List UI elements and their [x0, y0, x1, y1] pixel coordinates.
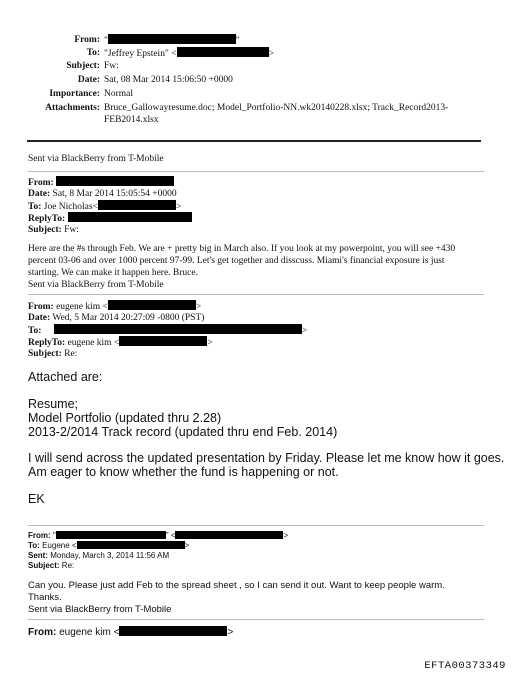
section-divider [28, 619, 484, 620]
msg3-from-value: " [52, 531, 56, 540]
msg1-date-label: Date: [28, 189, 51, 199]
msg2-to-label: To: [28, 326, 42, 336]
msg1-subject-line [28, 224, 79, 236]
msg2-send-line2: Am eager to know whether the fund is happening or not. [28, 465, 339, 479]
header-to-label: To: [86, 48, 100, 58]
msg3-from-tail: > [283, 531, 289, 540]
msg3-subject-value: Re: [61, 561, 75, 570]
msg3-sent-value: Monday, March 3, 2014 11:56 AM [50, 551, 170, 560]
redaction-box [56, 531, 166, 539]
msg2-date-line [28, 312, 204, 324]
msg4-from-value: eugene kim < [59, 627, 120, 638]
header-divider [27, 140, 481, 142]
msg1-body-line2: percent 03-06 and over 1000 percent 97-99. Let's get together and disscuss. Miami's financial exposure is just [28, 256, 445, 266]
msg2-from-value: eugene kim < [56, 302, 108, 312]
msg2-replyto-value: eugene kim < [67, 338, 120, 348]
msg1-replyto-label: ReplyTo: [28, 214, 66, 224]
msg2-replyto-tail: > [207, 338, 213, 348]
msg2-track-line: 2013-2/2014 Track record (updated thru end Feb. 2014) [28, 425, 338, 439]
msg2-date-value: Wed, 5 Mar 2014 20:27:09 -0800 (PST) [52, 313, 205, 323]
msg3-body-line2: Thanks. [28, 592, 62, 603]
msg4-from-tail: > [227, 627, 234, 638]
msg2-resume-line: Resume; [28, 397, 79, 411]
section-divider [28, 171, 484, 172]
msg3-from-line [28, 531, 288, 541]
msg2-subject-label: Subject: [28, 349, 62, 359]
msg2-signature: EK [28, 492, 45, 506]
header-subject-label: Subject: [66, 61, 100, 71]
sent-via-line: Sent via BlackBerry from T-Mobile [28, 154, 164, 164]
document-id-footer: EFTA00373349 [424, 660, 506, 672]
msg1-from-label: From: [28, 178, 54, 188]
msg2-from-label: From: [28, 302, 54, 312]
msg2-send-line1: I will send across the updated presentation by Friday. Please let me know how it goes. [28, 451, 505, 465]
header-subject-value: Fw: [104, 61, 119, 71]
header-attachments-line2: FEB2014.xlsx [104, 115, 159, 125]
header-from-tail: " [235, 36, 240, 46]
msg1-body-line1: Here are the #s through Feb. We are + pretty big in March also. If you look at my powerpoint, you will see +430 [28, 244, 456, 254]
msg3-subject-label: Subject: [28, 561, 60, 570]
msg3-to-tail: > [184, 541, 190, 550]
msg4-from-line [28, 626, 233, 639]
redaction-box [108, 34, 236, 44]
msg3-from-label: From: [28, 531, 51, 540]
msg2-model-line: Model Portfolio (updated thru 2.28) [28, 411, 222, 425]
header-importance-value: Normal [104, 89, 134, 99]
header-from-value [104, 34, 240, 47]
msg2-attached-heading: Attached are: [28, 370, 103, 384]
msg1-subject-label: Subject: [28, 225, 62, 235]
msg2-date-label: Date: [28, 313, 51, 323]
msg2-subject-value: Re: [64, 349, 78, 359]
redaction-box [108, 300, 196, 310]
msg2-from-tail: > [195, 302, 202, 312]
msg3-to-line [28, 541, 189, 551]
redaction-box [119, 336, 207, 346]
msg3-subject-line [28, 561, 74, 571]
redaction-box [177, 47, 269, 57]
msg3-body-line3: Sent via BlackBerry from T-Mobile [28, 604, 172, 615]
redaction-box [54, 324, 302, 334]
msg1-date-line [28, 188, 177, 200]
msg3-from-mid: " < [165, 531, 176, 540]
msg3-sent-line [28, 551, 169, 561]
header-attachments-label: Attachments: [45, 103, 100, 113]
header-attachments-line1: Bruce_Gallowayresume.doc; Model_Portfolio-NN.wk20140228.xlsx; Track_Record2013- [104, 103, 449, 113]
header-date-label: Date: [77, 75, 100, 85]
header-importance-label: Importance: [49, 89, 100, 99]
msg1-to-tail: > [175, 202, 182, 212]
msg3-to-label: To: [28, 541, 40, 550]
redaction-box [175, 531, 283, 539]
msg1-subject-value: Fw: [64, 225, 79, 235]
section-divider [28, 525, 484, 526]
msg3-sent-label: Sent: [28, 551, 48, 560]
header-to-tail: > [268, 49, 274, 59]
msg3-body-line1: Can you. Please just add Feb to the spread sheet , so I can send it out. Want to keep people warm. [28, 580, 445, 591]
msg2-to-tail: > [301, 326, 308, 336]
header-to-text: "Jeffrey Epstein" < [104, 49, 177, 59]
header-date-value: Sat, 08 Mar 2014 15:06:50 +0000 [104, 75, 233, 85]
redaction-box [98, 200, 176, 210]
msg4-from-label: From: [28, 627, 57, 638]
msg3-to-value: Eugene < [42, 541, 77, 550]
redaction-box [68, 212, 192, 222]
msg1-body-line4: Sent via BlackBerry from T-Mobile [28, 280, 164, 290]
msg1-body-line3: starting. We can make it happen here. Bruce. [28, 268, 198, 278]
redaction-box [56, 176, 174, 186]
msg2-replyto-label: ReplyTo: [28, 338, 66, 348]
msg1-to-label: To: [28, 202, 42, 212]
redaction-box [77, 541, 185, 549]
header-from-text: " [104, 36, 108, 46]
section-divider [28, 294, 484, 295]
header-to-value [104, 47, 274, 60]
msg2-subject-line [28, 348, 77, 360]
redaction-box [119, 626, 227, 636]
msg1-date-value: Sat, 8 Mar 2014 15:05:54 +0000 [52, 189, 177, 199]
msg1-to-value: Joe Nicholas< [43, 202, 98, 212]
header-from-label: From: [74, 35, 100, 45]
